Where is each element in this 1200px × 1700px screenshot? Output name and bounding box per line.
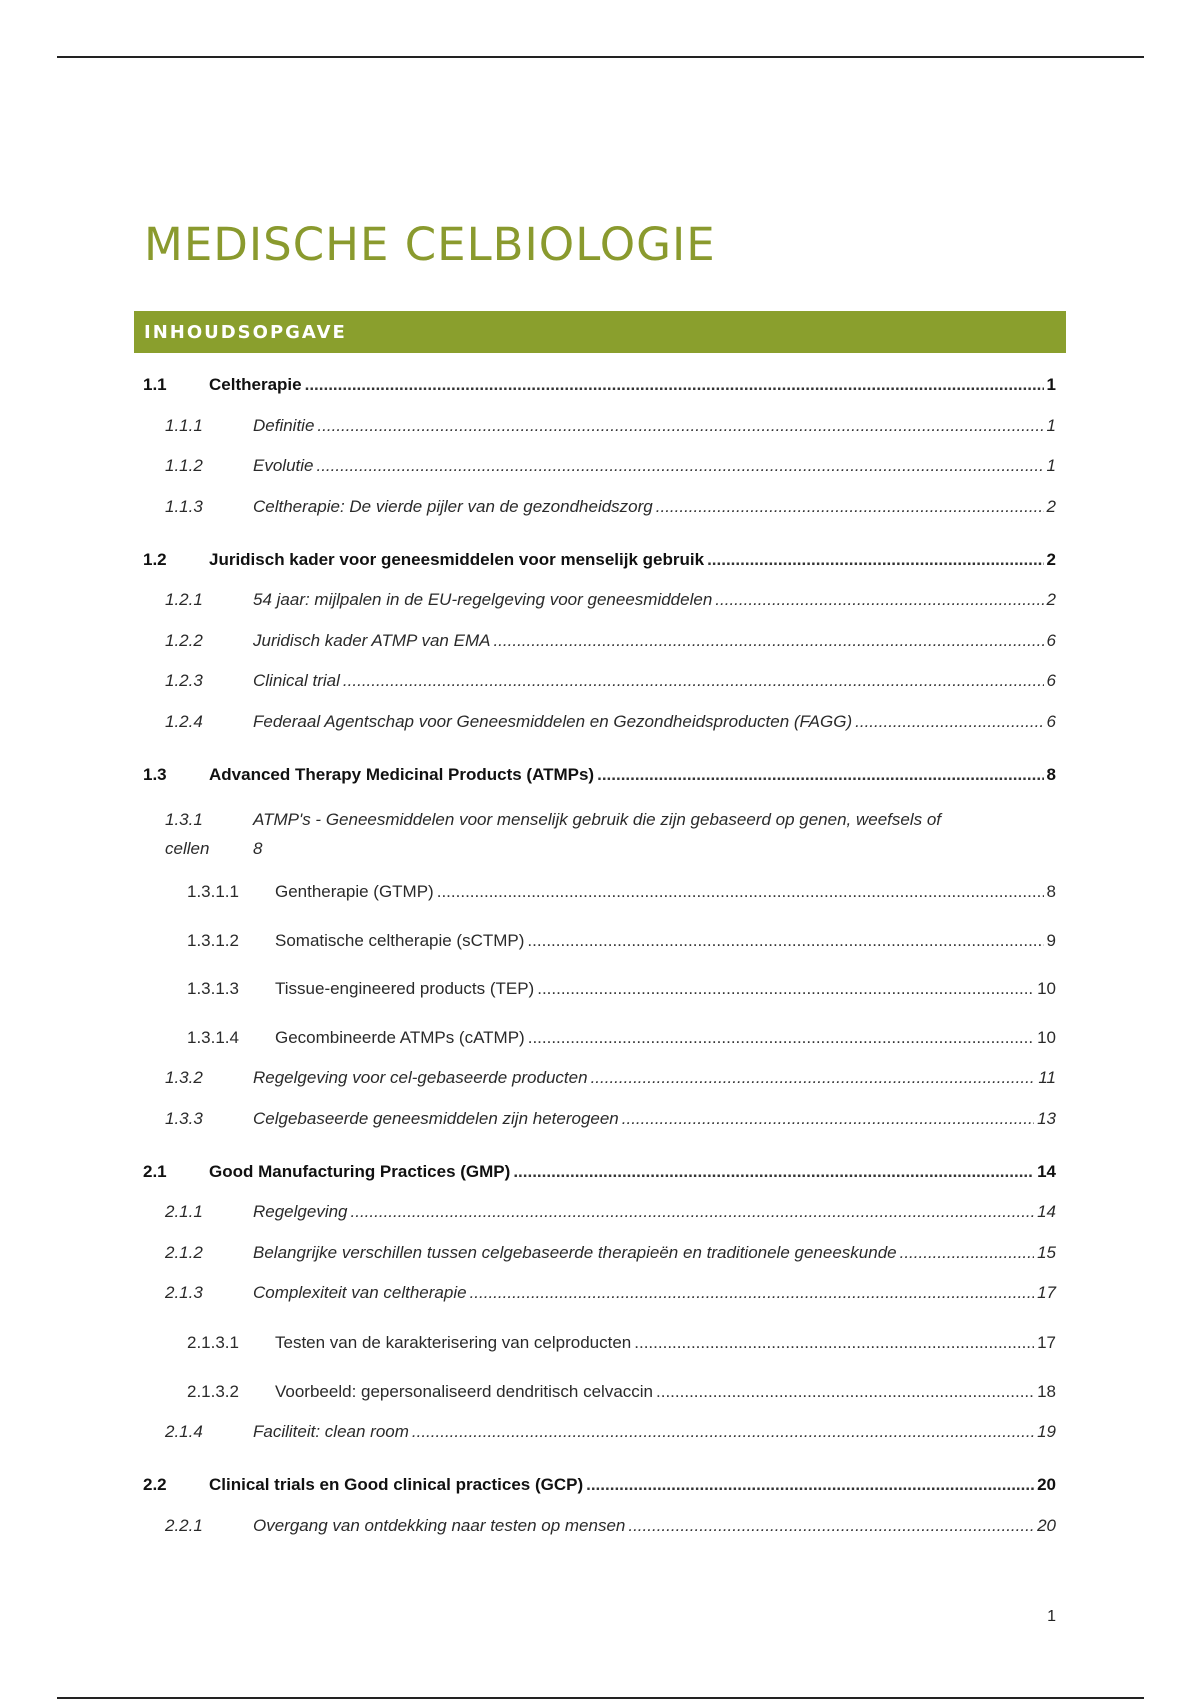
toc-dot-leader [470, 1283, 1035, 1303]
toc-entry-label: Clinical trial [253, 671, 340, 690]
toc-entry-number: 1.2 [143, 550, 167, 569]
toc-entry-1-1-1[interactable] [165, 416, 1056, 436]
toc-entry-number: 2.1 [143, 1162, 167, 1181]
toc-entry-page: 9 [1046, 931, 1056, 950]
toc-entry-1-3-1[interactable] [165, 805, 1045, 863]
page-number: 1 [1047, 1608, 1056, 1625]
toc-entry-page: 8 [1046, 765, 1056, 784]
toc-entry-page: 1 [1046, 456, 1056, 475]
toc-entry-label: Voorbeeld: gepersonaliseerd dendritisch celvaccin [275, 1382, 654, 1401]
toc-dot-leader [656, 497, 1044, 517]
toc-dot-leader [527, 931, 1043, 951]
toc-dot-leader [622, 1109, 1034, 1129]
toc-dot-leader [305, 375, 1044, 395]
toc-entry-number: 1.3.1.4 [187, 1028, 239, 1047]
toc-entry-2-1[interactable] [143, 1162, 1056, 1182]
toc-entry-number: 1.3.3 [165, 1109, 203, 1128]
toc-entry-page: 1 [1046, 375, 1056, 394]
toc-entry-label: Somatische celtherapie (sCTMP) [275, 931, 525, 950]
toc-entry-number: 1.3.1.3 [187, 979, 239, 998]
toc-heading: INHOUDSOPGAVE [144, 321, 347, 343]
toc-entry-page: 6 [1046, 671, 1056, 690]
toc-entry-number: 1.2.1 [165, 590, 203, 609]
toc-entry-1-3-1-2[interactable] [187, 931, 1056, 951]
toc-entry-number: 1.3.1.2 [187, 931, 239, 950]
toc-dot-leader [412, 1422, 1034, 1442]
toc-entry-number: 1.3.1.1 [187, 882, 239, 901]
footer-rule [57, 1697, 1144, 1699]
toc-entry-label: Tissue-engineered products (TEP) [275, 979, 535, 998]
toc-entry-1-2-3[interactable] [165, 671, 1056, 691]
toc-dot-leader [537, 979, 1034, 999]
toc-entry-page: 1 [1046, 416, 1056, 435]
toc-entry-1-3-2[interactable] [165, 1068, 1056, 1088]
toc-entry-2-1-1[interactable] [165, 1202, 1056, 1222]
toc-entry-number: 2.2.1 [165, 1516, 203, 1535]
toc-dot-leader [437, 882, 1044, 902]
toc-entry-label: Juridisch kader ATMP van EMA [253, 631, 491, 650]
toc-entry-label: Clinical trials en Good clinical practices (GCP) [209, 1475, 584, 1494]
toc-entry-page: 20 [1037, 1475, 1056, 1494]
toc-entry-2-1-3-2[interactable] [187, 1382, 1056, 1402]
toc-entry-1-2-1[interactable] [165, 590, 1056, 610]
toc-entry-label: Complexiteit van celtherapie [253, 1283, 467, 1302]
toc-entry-page: 2 [1046, 550, 1056, 569]
toc-dot-leader [586, 1475, 1034, 1495]
toc-entry-label: Federaal Agentschap voor Geneesmiddelen en Gezondheidsproducten (FAGG) [253, 712, 853, 731]
toc-dot-leader [351, 1202, 1035, 1222]
toc-entry-label: Celtherapie [209, 375, 302, 394]
toc-entry-number: 2.1.4 [165, 1422, 203, 1441]
toc-entry-label: Gecombineerde ATMPs (cATMP) [275, 1028, 525, 1047]
toc-entry-page: 19 [1037, 1422, 1056, 1441]
toc-entry-number: 1.1.2 [165, 456, 203, 475]
toc-dot-leader [715, 590, 1043, 610]
toc-entry-page: 6 [1046, 631, 1056, 650]
toc-entry-1-3[interactable] [143, 765, 1056, 785]
toc-entry-page: 14 [1037, 1162, 1056, 1181]
toc-dot-leader [316, 456, 1043, 476]
toc-entry-page: 17 [1037, 1283, 1056, 1302]
toc-dot-leader [317, 416, 1043, 436]
toc-dot-leader [628, 1516, 1034, 1536]
toc-dot-leader [707, 550, 1043, 570]
toc-entry-label: Juridisch kader voor geneesmiddelen voor menselijk gebruik [209, 550, 705, 569]
toc-entry-1-2-4[interactable] [165, 712, 1056, 732]
toc-entry-page: 8 [1046, 882, 1056, 901]
toc-entry-page: 17 [1037, 1333, 1056, 1352]
toc-dot-leader [634, 1333, 1034, 1353]
toc-entry-1-1-2[interactable] [165, 456, 1056, 476]
toc-entry-label-continuation: cellen [165, 839, 210, 858]
toc-entry-number: 1.2.2 [165, 631, 203, 650]
toc-entry-page: 14 [1037, 1202, 1056, 1221]
toc-entry-number: 1.1.3 [165, 497, 203, 516]
toc-entry-2-1-4[interactable] [165, 1422, 1056, 1442]
toc-entry-1-3-1-3[interactable] [187, 979, 1056, 999]
toc-entry-1-3-1-4[interactable] [187, 1028, 1056, 1048]
toc-entry-label: Definitie [253, 416, 315, 435]
toc-entry-label: Faciliteit: clean room [253, 1422, 409, 1441]
toc-dot-leader [343, 671, 1044, 691]
toc-entry-label: Advanced Therapy Medicinal Products (ATMPs) [209, 765, 595, 784]
toc-entry-page: 18 [1037, 1382, 1056, 1401]
toc-dot-leader [513, 1162, 1034, 1182]
toc-entry-page: 2 [1046, 590, 1056, 609]
toc-entry-page: 10 [1037, 979, 1056, 998]
toc-entry-label: Testen van de karakterisering van celproducten [275, 1333, 632, 1352]
toc-dot-leader [855, 712, 1043, 732]
document-title: MEDISCHE CELBIOLOGIE [144, 218, 716, 271]
toc-entry-2-1-3[interactable] [165, 1283, 1056, 1303]
toc-entry-2-1-3-1[interactable] [187, 1333, 1056, 1353]
toc-entry-label: Overgang van ontdekking naar testen op mensen [253, 1516, 626, 1535]
toc-entry-1-2[interactable] [143, 550, 1056, 570]
toc-entry-label: Celtherapie: De vierde pijler van de gezondheidszorg [253, 497, 653, 516]
toc-entry-label: Evolutie [253, 456, 314, 475]
toc-entry-2-2-1[interactable] [165, 1516, 1056, 1536]
toc-entry-label: Good Manufacturing Practices (GMP) [209, 1162, 511, 1181]
toc-entry-label: Regelgeving voor cel-gebaseerde producten [253, 1068, 588, 1087]
toc-dot-leader [528, 1028, 1034, 1048]
toc-entry-number: 2.1.3.2 [187, 1382, 239, 1401]
toc-entry-number: 1.3.1 [165, 810, 203, 829]
toc-entry-1-1-3[interactable] [165, 497, 1056, 517]
toc-entry-1-2-2[interactable] [165, 631, 1056, 651]
toc-entry-1-1[interactable] [143, 375, 1056, 395]
toc-entry-number: 2.1.3 [165, 1283, 203, 1302]
toc-dot-leader [900, 1243, 1034, 1263]
toc-entry-page: 6 [1046, 712, 1056, 731]
toc-entry-number: 2.1.1 [165, 1202, 203, 1221]
toc-dot-leader [597, 765, 1043, 785]
toc-entry-number: 1.2.4 [165, 712, 203, 731]
toc-entry-number: 1.1.1 [165, 416, 203, 435]
toc-entry-1-3-3[interactable] [165, 1109, 1056, 1129]
toc-entry-page: 15 [1037, 1243, 1056, 1262]
toc-entry-number: 1.3 [143, 765, 167, 784]
toc-entry-page: 10 [1037, 1028, 1056, 1047]
toc-dot-leader [591, 1068, 1036, 1088]
toc-dot-leader [656, 1382, 1034, 1402]
toc-entry-page: 8 [253, 839, 263, 858]
toc-entry-number: 2.1.3.1 [187, 1333, 239, 1352]
toc-entry-2-1-2[interactable] [165, 1243, 1056, 1263]
toc-entry-page: 2 [1046, 497, 1056, 516]
toc-dot-leader [493, 631, 1043, 651]
toc-entry-number: 1.2.3 [165, 671, 203, 690]
toc-entry-page: 13 [1037, 1109, 1056, 1128]
toc-entry-label: Celgebaseerde geneesmiddelen zijn heterogeen [253, 1109, 619, 1128]
toc-entry-label: Regelgeving [253, 1202, 348, 1221]
toc-entry-number: 2.1.2 [165, 1243, 203, 1262]
toc-entry-label: ATMP's - Geneesmiddelen voor menselijk gebruik die zijn gebaseerd op genen, weefsels of [253, 810, 942, 829]
toc-entry-label: Belangrijke verschillen tussen celgebaseerde therapieën en traditionele geneeskunde [253, 1243, 897, 1262]
toc-entry-page: 11 [1038, 1068, 1056, 1087]
toc-entry-2-2[interactable] [143, 1475, 1056, 1495]
toc-entry-page: 20 [1037, 1516, 1056, 1535]
toc-entry-label: 54 jaar: mijlpalen in de EU-regelgeving voor geneesmiddelen [253, 590, 713, 609]
toc-entry-number: 2.2 [143, 1475, 167, 1494]
toc-entry-number: 1.1 [143, 375, 167, 394]
toc-entry-number: 1.3.2 [165, 1068, 203, 1087]
toc-entry-1-3-1-1[interactable] [187, 882, 1056, 902]
toc-entry-label: Gentherapie (GTMP) [275, 882, 434, 901]
